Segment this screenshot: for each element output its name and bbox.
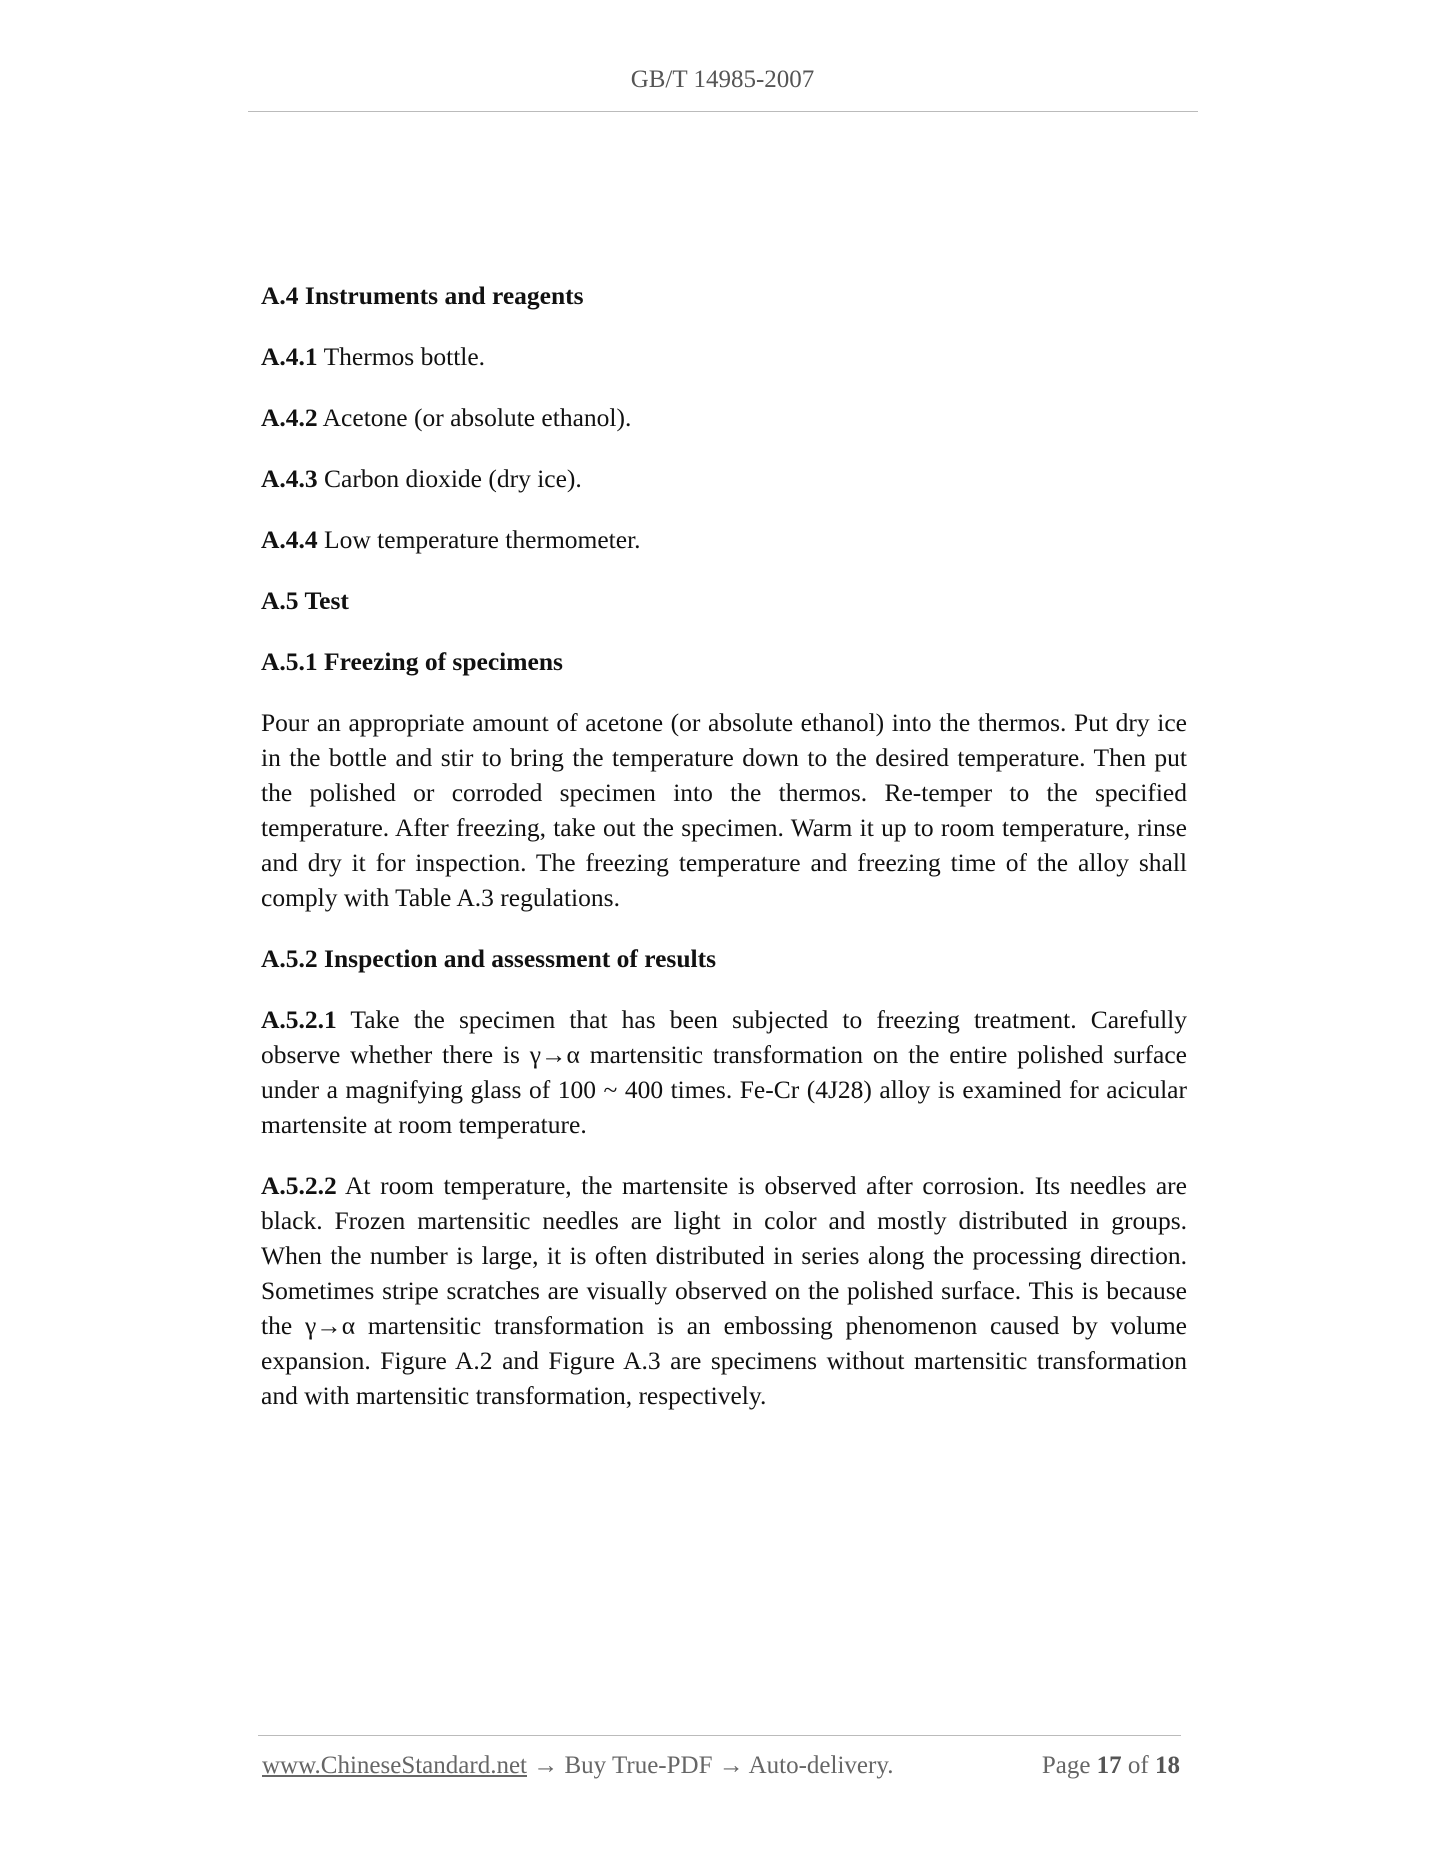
footer-left xyxy=(262,1752,893,1780)
section-heading-a4: A.4 Instruments and reagents xyxy=(261,281,584,310)
list-item-a41 xyxy=(261,339,1187,374)
section-heading-a52: A.5.2 Inspection and assessment of results xyxy=(261,944,717,973)
item-text: Low temperature thermometer. xyxy=(317,525,641,554)
website-link[interactable]: www.ChineseStandard.net xyxy=(262,1752,527,1779)
header-divider xyxy=(248,111,1198,112)
item-number: A.4.3 xyxy=(261,464,318,493)
item-number: A.4.2 xyxy=(261,403,318,432)
paragraph-a521 xyxy=(261,1002,1187,1142)
page-current: 17 xyxy=(1096,1752,1122,1779)
item-text: Acetone (or absolute ethanol). xyxy=(317,403,632,432)
paragraph-number: A.5.2.1 xyxy=(261,1005,337,1034)
paragraph-text: At room temperature, the martensite is observed after corrosion. Its needles are black. Frozen martensitic needles are light in color and mostly distributed in groups. When the number is large, it is often distributed in series along the processing direction. Sometimes stripe scratches are visually observed on the polished surface. This is because the γ→α martensitic transformation is an embossing phenomenon caused by volume expansion. Figure A.2 and Figure A.3 are specimens without martensitic transformation and with martensitic transformation, respectively. xyxy=(261,1171,1187,1410)
footer-divider xyxy=(258,1735,1181,1736)
paragraph-number: A.5.2.2 xyxy=(261,1171,337,1200)
item-number: A.4.1 xyxy=(261,342,318,371)
footer-tagline: → Buy True-PDF → Auto-delivery. xyxy=(527,1752,894,1779)
paragraph-a522 xyxy=(261,1168,1187,1413)
item-text: Carbon dioxide (dry ice). xyxy=(317,464,582,493)
item-text: Thermos bottle. xyxy=(317,342,486,371)
paragraph-a51: Pour an appropriate amount of acetone (or absolute ethanol) into the thermos. Put dry ice in the bottle and stir to bring the temperature down to the desired temperature. Then put the polished or corroded specimen into the thermos. Re-temper to the specified temperature. After freezing, take out the specimen. Warm it up to room temperature, rinse and dry it for inspection. The freezing temperature and freezing time of the alloy shall comply with Table A.3 regulations. xyxy=(261,708,1187,912)
item-number: A.4.4 xyxy=(261,525,318,554)
page-number xyxy=(1042,1752,1180,1780)
page-of: of xyxy=(1121,1752,1155,1779)
section-heading-a5: A.5 Test xyxy=(261,586,349,615)
document-header-id: GB/T 14985-2007 xyxy=(630,66,815,93)
document-body xyxy=(261,278,1187,1439)
list-item-a43 xyxy=(261,461,1187,496)
list-item-a42 xyxy=(261,400,1187,435)
page-footer xyxy=(262,1752,1180,1780)
page-label: Page xyxy=(1041,1752,1097,1779)
section-heading-a51: A.5.1 Freezing of specimens xyxy=(261,647,563,676)
list-item-a44 xyxy=(261,522,1187,557)
page-total: 18 xyxy=(1155,1752,1180,1779)
paragraph-text: Take the specimen that has been subjected to freezing treatment. Carefully observe whether there is γ→α martensitic transformation on the entire polished surface under a magnifying glass of 100 ~ 400 times. Fe-Cr (4J28) alloy is examined for acicular martensite at room temperature. xyxy=(261,1005,1187,1139)
